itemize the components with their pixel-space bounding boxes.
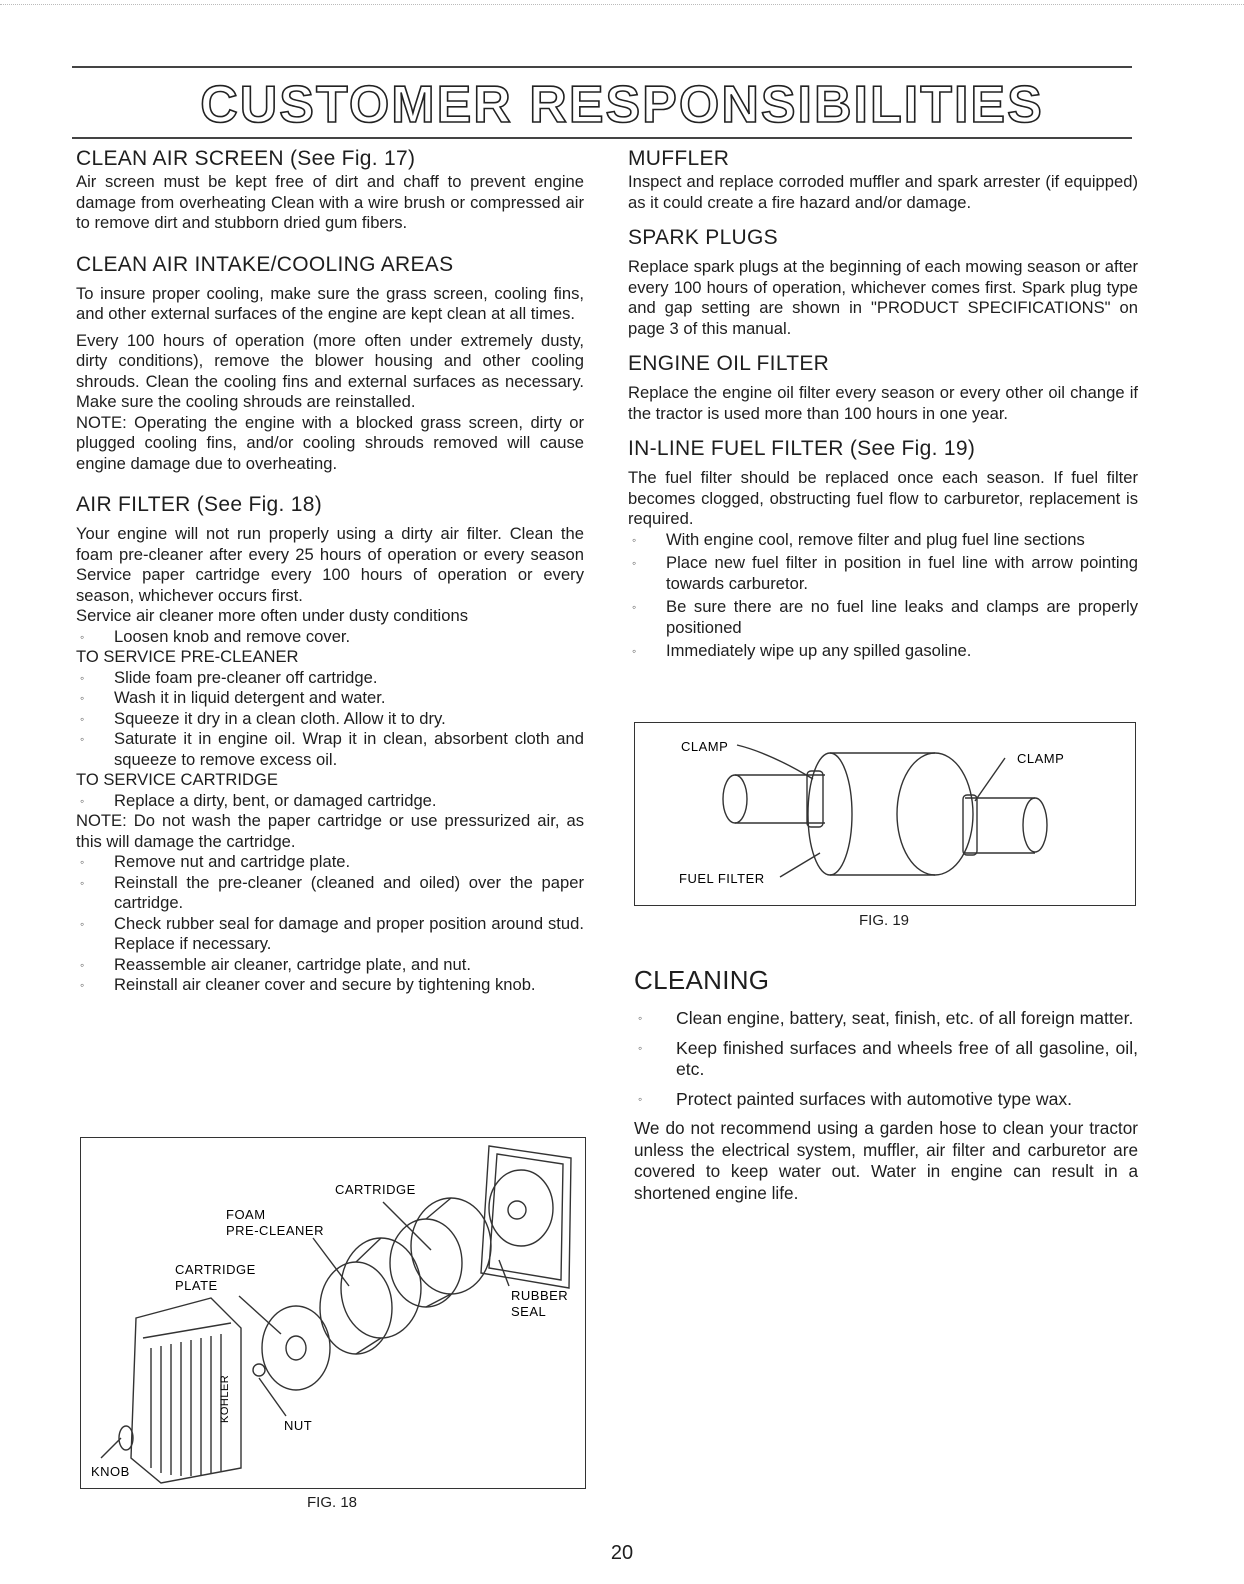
label-fuel-filter: FUEL FILTER bbox=[679, 871, 765, 886]
list-item: ◦ Replace a dirty, bent, or damaged cartridge. bbox=[76, 791, 584, 812]
pre-cleaner-subheading: TO SERVICE PRE-CLEANER bbox=[76, 647, 299, 666]
figure-18-air-cleaner bbox=[80, 1137, 586, 1489]
list-item: ◦ Squeeze it dry in a clean cloth. Allow it to dry. bbox=[76, 709, 584, 730]
list-item: ◦ Immediately wipe up any spilled gasoline. bbox=[628, 641, 1138, 662]
figure-18-caption: FIG. 18 bbox=[306, 1494, 358, 1511]
air-filter-heading: AIR FILTER (See Fig. 18) bbox=[76, 493, 323, 516]
air-screen-body: Air screen must be kept free of dirt and chaff to prevent engine damage from overheating Clean with a wire brush or compressed air to remove dirt and stubborn dried gum fibers. bbox=[76, 172, 584, 232]
cartridge-steps bbox=[76, 791, 584, 812]
list-item: ◦ Saturate it in engine oil. Wrap it in clean, absorbent cloth and squeeze to remove excess oil. bbox=[76, 729, 584, 770]
label-cartridge-plate-1: CARTRIDGE bbox=[175, 1262, 256, 1277]
label-kohler-brand: KOHLER bbox=[219, 1374, 231, 1423]
oil-filter-heading: ENGINE OIL FILTER bbox=[628, 352, 830, 375]
label-seal: SEAL bbox=[511, 1304, 547, 1319]
cleaning-section bbox=[634, 964, 1138, 1204]
label-cartridge: CARTRIDGE bbox=[335, 1182, 416, 1197]
list-item: ◦ Check rubber seal for damage and proper position around stud. Replace if necessary. bbox=[76, 914, 584, 955]
reassembly-steps bbox=[76, 852, 584, 996]
label-pre-cleaner: PRE-CLEANER bbox=[226, 1223, 324, 1238]
fuel-filter-heading: IN-LINE FUEL FILTER (See Fig. 19) bbox=[628, 437, 976, 460]
right-column bbox=[628, 146, 1138, 665]
list-item: ◦ Clean engine, battery, seat, finish, etc. of all foreign matter. bbox=[634, 1008, 1138, 1030]
label-rubber: RUBBER bbox=[511, 1288, 569, 1303]
page-number: 20 bbox=[610, 1542, 634, 1564]
air-filter-steps-1 bbox=[76, 627, 584, 648]
list-item: ◦ Reassemble air cleaner, cartridge plate, and nut. bbox=[76, 955, 584, 976]
list-item: ◦ Place new fuel filter in position in fuel line with arrow pointing towards carburetor. bbox=[628, 553, 1138, 594]
label-knob: KNOB bbox=[91, 1464, 130, 1479]
list-item: ◦ Keep finished surfaces and wheels free of all gasoline, oil, etc. bbox=[634, 1038, 1138, 1081]
muffler-body: Inspect and replace corroded muffler and spark arrester (if equipped) as it could create a fire hazard and/or damage. bbox=[628, 172, 1138, 212]
title-rule-bottom bbox=[72, 137, 1132, 139]
oil-filter-body: Replace the engine oil filter every season or every other oil change if the tractor is used more than 100 hours in one year. bbox=[628, 383, 1138, 423]
cleaning-heading: CLEANING bbox=[634, 965, 770, 995]
cleaning-body: We do not recommend using a garden hose to clean your tractor unless the electrical system, muffler, air filter and carburetor are covered to keep water out. Water in engine can result in a shortened engine life. bbox=[634, 1118, 1138, 1203]
list-item: ◦ Be sure there are no fuel line leaks and clamps are properly positioned bbox=[628, 597, 1138, 638]
label-nut: NUT bbox=[284, 1418, 313, 1433]
list-item: ◦ Reinstall air cleaner cover and secure by tightening knob. bbox=[76, 975, 584, 996]
label-clamp-right: CLAMP bbox=[1017, 751, 1065, 766]
cartridge-subheading: TO SERVICE CARTRIDGE bbox=[76, 770, 278, 789]
pre-cleaner-steps bbox=[76, 668, 584, 771]
air-cleaner-diagram bbox=[81, 1138, 585, 1488]
spark-plugs-heading: SPARK PLUGS bbox=[628, 226, 778, 249]
list-item: ◦ Wash it in liquid detergent and water. bbox=[76, 688, 584, 709]
label-foam: FOAM bbox=[226, 1207, 266, 1222]
label-clamp-left: CLAMP bbox=[681, 739, 729, 754]
figure-19-fuel-filter bbox=[634, 722, 1136, 906]
cooling-para-1: To insure proper cooling, make sure the grass screen, cooling fins, and other external surfaces of the engine are kept clean at all times. bbox=[76, 283, 584, 323]
cleaning-steps bbox=[634, 1008, 1138, 1110]
list-item: ◦ Loosen knob and remove cover. bbox=[76, 627, 584, 648]
list-item: ◦ Reinstall the pre-cleaner (cleaned and oiled) over the paper cartridge. bbox=[76, 873, 584, 914]
top-dotted-rule bbox=[0, 4, 1244, 6]
cooling-para-2: Every 100 hours of operation (more often under extremely dusty, dirty conditions), remove the blower housing and other cooling shrouds. Clean the cooling fins and external surfaces as necessary. Make sure the cooling shrouds are reinstalled. bbox=[76, 330, 584, 411]
fuel-filter-diagram bbox=[635, 723, 1135, 905]
page-title: CUSTOMER RESPONSIBILITIES bbox=[200, 76, 1044, 134]
cartridge-note: NOTE: Do not wash the paper cartridge or use pressurized air, as this will damage the cartridge. bbox=[76, 811, 584, 851]
figure-19-caption: FIG. 19 bbox=[858, 912, 910, 929]
cooling-note: NOTE: Operating the engine with a blocked grass screen, dirty or plugged cooling fins, and/or cooling shrouds removed will cause engine damage due to overheating. bbox=[76, 412, 584, 473]
muffler-heading: MUFFLER bbox=[628, 147, 730, 170]
fuel-filter-body: The fuel filter should be replaced once each season. If fuel filter becomes clogged, obstructing fuel flow to carburetor, replacement is required. bbox=[628, 468, 1138, 528]
air-filter-para-1: Your engine will not run properly using a dirty air filter. Clean the foam pre-cleaner after every 25 hours of operation or every season Service paper cartridge every 100 hours of operation or every season, whichever occurs first. bbox=[76, 524, 584, 605]
list-item: ◦ Remove nut and cartridge plate. bbox=[76, 852, 584, 873]
list-item: ◦ Slide foam pre-cleaner off cartridge. bbox=[76, 668, 584, 689]
air-screen-heading: CLEAN AIR SCREEN (See Fig. 17) bbox=[76, 147, 416, 170]
cooling-heading: CLEAN AIR INTAKE/COOLING AREAS bbox=[76, 252, 454, 276]
spark-plugs-body: Replace spark plugs at the beginning of each mowing season or after every 100 hours of operation, whichever comes first. Spark plug type and gap setting are shown in "PRODUCT SPECIFICATIONS" on page 3 of this manual. bbox=[628, 257, 1138, 338]
label-cartridge-plate-2: PLATE bbox=[175, 1278, 218, 1293]
list-item: ◦ With engine cool, remove filter and plug fuel line sections bbox=[628, 530, 1138, 551]
air-filter-para-2: Service air cleaner more often under dusty conditions bbox=[76, 606, 469, 625]
left-column bbox=[76, 146, 584, 996]
fuel-filter-steps bbox=[628, 530, 1138, 662]
list-item: ◦ Protect painted surfaces with automotive type wax. bbox=[634, 1089, 1138, 1111]
title-rule-top bbox=[72, 66, 1132, 68]
